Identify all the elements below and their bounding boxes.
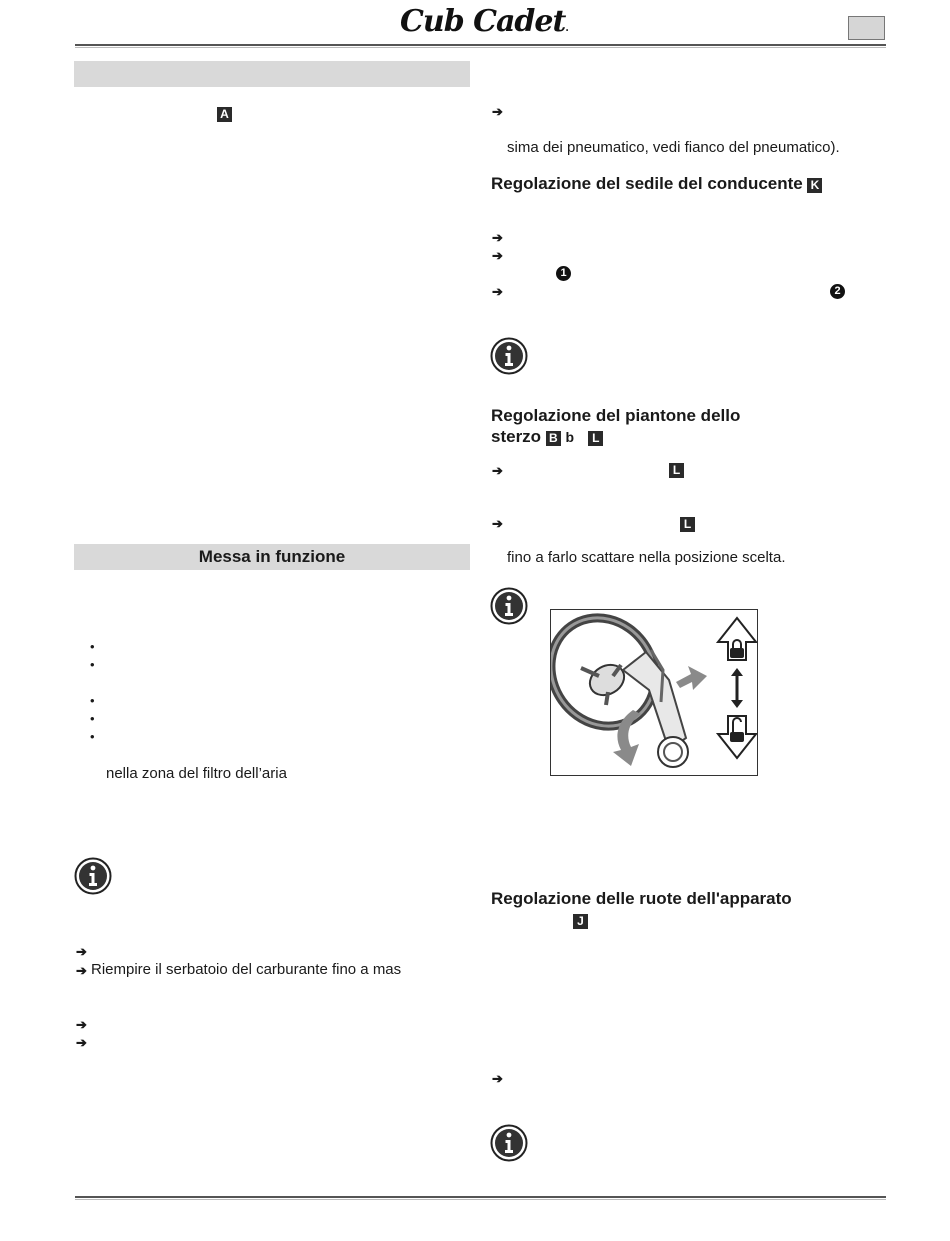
section-band-top	[74, 61, 470, 87]
footer-rule	[75, 1196, 886, 1198]
step-arrow: ➔	[492, 230, 503, 245]
unlock-icon	[718, 716, 756, 758]
lock-icon	[718, 618, 756, 660]
refuel-text: Riempire il serbatoio del carburante fino a mas	[91, 961, 402, 978]
info-icon	[490, 1124, 528, 1162]
bullet-5: •	[90, 729, 95, 744]
info-icon	[74, 857, 112, 895]
info-icon	[490, 587, 528, 625]
bullet-1: •	[90, 639, 95, 654]
figure-ref-l: L	[588, 431, 603, 446]
figure-ref-a: A	[217, 105, 232, 123]
figure-ref-l: L	[669, 461, 684, 479]
bullet-3: •	[90, 693, 95, 708]
figure-ref-b: B	[546, 431, 561, 446]
steering-column-figure	[550, 609, 758, 776]
header-rule-light	[75, 47, 886, 48]
heading-seat-adjustment: Regolazione del sedile del conducente K	[491, 173, 822, 194]
step-arrow: ➔	[492, 463, 503, 478]
callout-number-1: 1	[556, 266, 571, 281]
air-filter-text: nella zona del filtro dell’aria	[106, 765, 287, 782]
figure-ref-l: L	[680, 515, 695, 533]
cub-cadet-logo: Cub Cadet.	[400, 4, 568, 39]
step-arrow: ➔	[492, 516, 503, 531]
section-band-messa	[74, 544, 470, 570]
step-arrow: ➔	[492, 284, 503, 299]
step-arrow: ➔	[76, 1017, 87, 1032]
bullet-4: •	[90, 711, 95, 726]
step-arrow: ➔	[76, 963, 87, 978]
tyre-pressure-text: sima dei pneumatico, vedi fianco del pneumatico).	[507, 139, 840, 156]
step-arrow: ➔	[492, 248, 503, 263]
callout-number-2: 2	[830, 284, 845, 299]
step-arrow: ➔	[492, 104, 503, 119]
footer-rule-light	[75, 1199, 886, 1200]
info-icon	[490, 337, 528, 375]
bullet-2: •	[90, 657, 95, 672]
page-number-box	[848, 16, 885, 40]
section-title-messa-in-funzione: Messa in funzione	[198, 547, 346, 566]
figure-ref-j: J	[573, 914, 588, 929]
heading-steering-column: Regolazione del piantone dello sterzo B b L	[491, 406, 741, 446]
step-arrow: ➔	[492, 1071, 503, 1086]
heading-wheel-adjustment: Regolazione delle ruote dell'apparato J	[491, 889, 792, 928]
snap-position-text: fino a farlo scattare nella posizione scelta.	[507, 549, 786, 566]
step-arrow: ➔	[76, 944, 87, 959]
step-arrow: ➔	[76, 1035, 87, 1050]
figure-ref-k: K	[807, 178, 822, 193]
header-rule	[75, 44, 886, 46]
steering-wheel-illustration	[551, 610, 757, 775]
